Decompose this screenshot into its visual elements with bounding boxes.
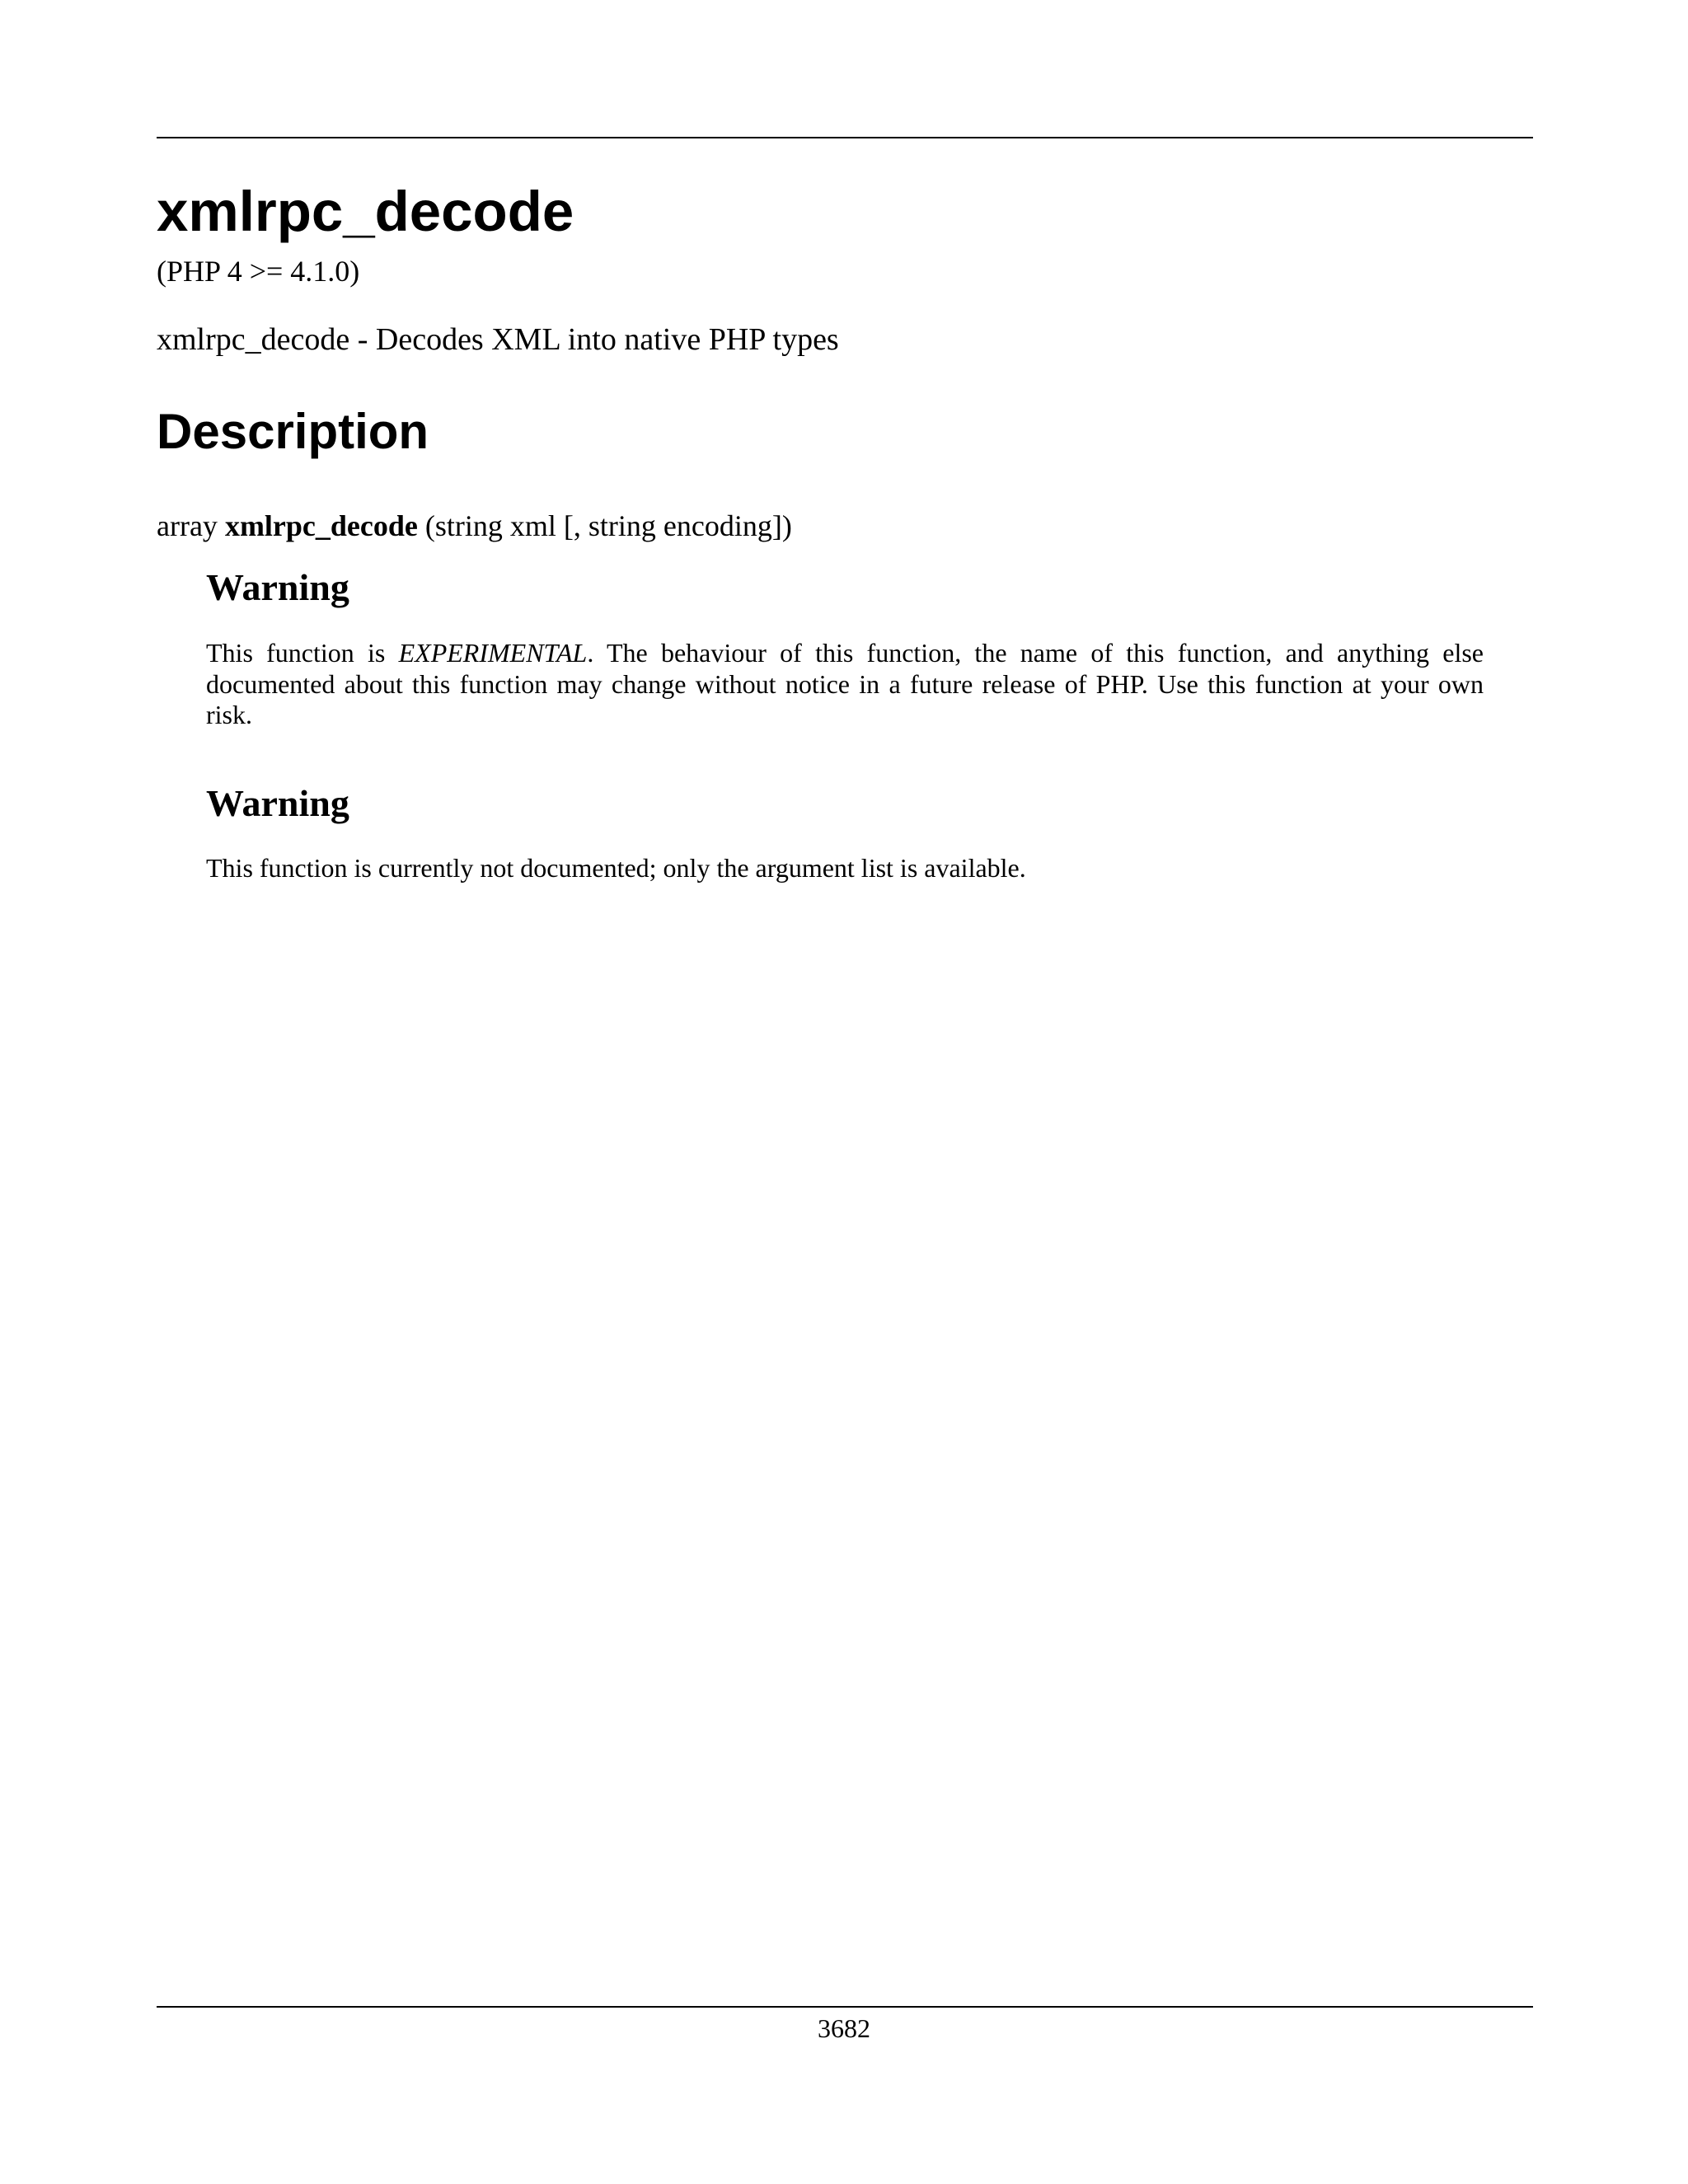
header-rule <box>157 137 1533 138</box>
synopsis-return-type: array <box>157 509 218 542</box>
page-title: xmlrpc_decode <box>157 180 574 243</box>
function-synopsis <box>157 509 792 544</box>
warning-title-experimental: Warning <box>206 566 349 608</box>
warning-text-experimental <box>206 638 1484 731</box>
version-info: (PHP 4 >= 4.1.0) <box>157 255 360 288</box>
warning-text-after: . The behaviour of this function, the name of this function, and anything else documented about this function may change without notice in a future release of PHP. Use this function at your own risk. <box>206 638 1484 729</box>
synopsis-function-name: xmlrpc_decode <box>224 509 418 542</box>
synopsis-params: (string xml [, string encoding]) <box>424 509 792 542</box>
warning-title-undocumented: Warning <box>206 782 349 824</box>
page-number: 3682 <box>818 2013 870 2043</box>
footer-rule <box>157 2006 1533 2008</box>
section-heading-description: Description <box>157 404 429 459</box>
warning-text-before: This function is <box>206 638 399 668</box>
warning-emphasis: EXPERIMENTAL <box>398 638 588 668</box>
warning-text-undocumented: This function is currently not documented; only the argument list is available. <box>206 853 1026 883</box>
function-purpose: xmlrpc_decode - Decodes XML into native PHP types <box>157 322 839 357</box>
